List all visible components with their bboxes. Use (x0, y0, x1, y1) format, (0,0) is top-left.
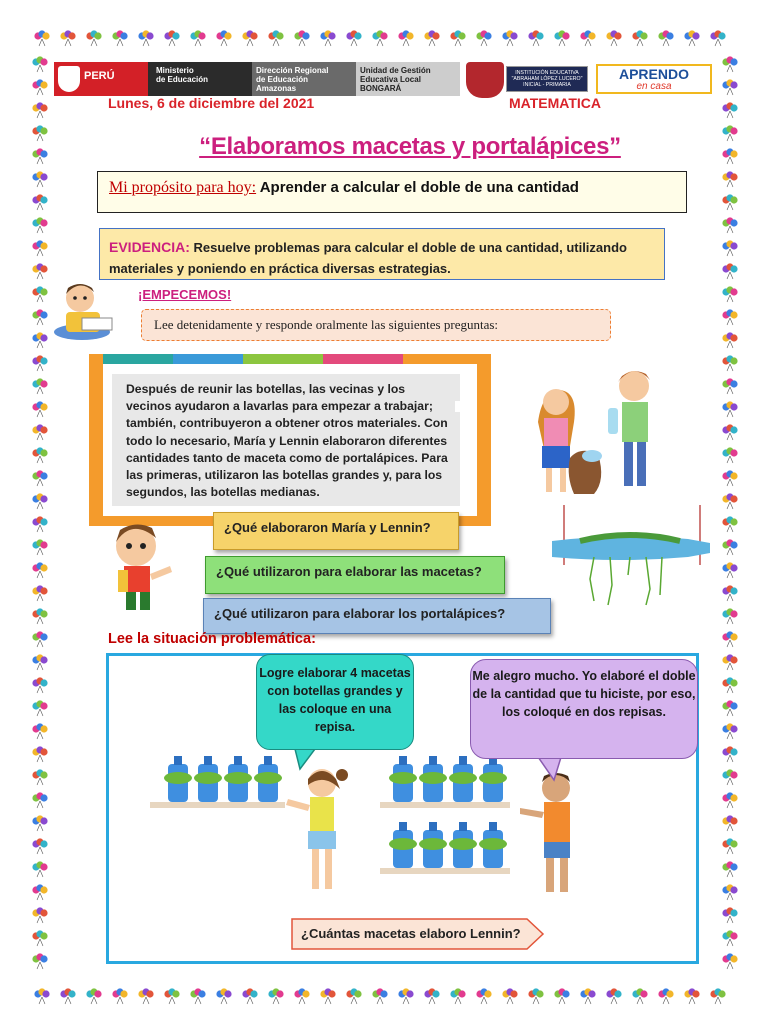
balloon-icon (722, 79, 737, 95)
balloon-icon (32, 194, 47, 210)
balloon-icon (32, 470, 47, 486)
balloon-icon (722, 516, 737, 532)
balloon-icon (722, 562, 737, 578)
boy-lennin-illustration (512, 770, 592, 898)
question-2: ¿Qué utilizaron para elaborar las macetas? (205, 556, 505, 594)
question-3: ¿Qué utilizaron para elaborar los portalápices? (203, 598, 551, 634)
balloon-icon (424, 988, 439, 1004)
balloon-icon (606, 988, 621, 1004)
balloon-icon (476, 988, 491, 1004)
balloon-icon (32, 539, 47, 555)
balloon-icon (32, 263, 47, 279)
balloon-icon (32, 930, 47, 946)
peru-shield-icon (58, 66, 80, 92)
balloon-icon (34, 30, 49, 46)
balloon-icon (710, 30, 725, 46)
balloon-icon (60, 988, 75, 1004)
balloon-icon (32, 907, 47, 923)
balloon-icon (32, 447, 47, 463)
balloon-icon (722, 608, 737, 624)
balloon-icon (722, 769, 737, 785)
boy-reading-illustration (52, 276, 120, 344)
balloon-icon (216, 988, 231, 1004)
balloon-icon (398, 988, 413, 1004)
balloon-icon (722, 240, 737, 256)
boy-pointing-illustration (102, 518, 176, 618)
bottle-planter (449, 756, 477, 802)
balloon-icon (398, 30, 413, 46)
balloon-icon (346, 30, 361, 46)
balloon-icon (722, 263, 737, 279)
balloon-icon (528, 30, 543, 46)
balloon-icon (32, 838, 47, 854)
final-question: ¿Cuántas macetas elaboro Lennin? (301, 926, 521, 941)
balloon-icon (112, 30, 127, 46)
ministerio-logo: Ministerio de Educación (148, 62, 252, 96)
balloon-icon (32, 401, 47, 417)
evidencia-text: Resuelve problemas para calcular el doble de una cantidad, utilizando materiales y poniendo en práctica diversas estrategias. (109, 240, 627, 276)
balloon-icon (32, 102, 47, 118)
balloon-icon (684, 30, 699, 46)
shelf-board (150, 802, 285, 808)
balloon-icon (346, 988, 361, 1004)
balloon-icon (606, 30, 621, 46)
balloon-icon (86, 30, 101, 46)
peru-logo (54, 62, 148, 96)
story-corner-mark (455, 401, 464, 412)
subject-label: MATEMATICA (509, 95, 602, 111)
shelf-board (380, 802, 510, 808)
peru-label: PERÚ (84, 70, 115, 82)
balloon-icon (32, 677, 47, 693)
balloon-icon (554, 988, 569, 1004)
balloon-icon (722, 539, 737, 555)
balloon-icon (424, 30, 439, 46)
balloon-icon (32, 861, 47, 877)
ugel-logo: Unidad de Gestión Educativa Local BONGARÁ (356, 62, 460, 96)
instruction-box: Lee detenidamente y responde oralmente las siguientes preguntas: (141, 309, 611, 341)
girl-maria-illustration (280, 765, 360, 900)
bottle-planter (419, 756, 447, 802)
bottle-planter (224, 756, 252, 802)
question-1: ¿Qué elaboraron María y Lennin? (213, 512, 459, 550)
balloon-icon (450, 988, 465, 1004)
balloon-icon (722, 930, 737, 946)
balloon-icon (32, 171, 47, 187)
balloon-icon (722, 355, 737, 371)
balloon-icon (320, 988, 335, 1004)
balloon-icon (722, 217, 737, 233)
balloon-icon (32, 746, 47, 762)
story-text: Después de reunir las botellas, las vecinas y los vecinos ayudaron a lavarlas para empezar a trabajar; también, contribuyeron a obtener otros materiales. Con todo lo necesario, María y Lennin elaboraron diferentes cantidades tanto de maceta como de portalápices. Para las primeras, utilizaron las botellas grandes y, para los segundos, las botellas medianas. (112, 374, 460, 506)
balloon-icon (268, 30, 283, 46)
bottle-planter-illustration (550, 505, 716, 610)
evidencia-label: EVIDENCIA: (109, 239, 190, 255)
balloon-icon (632, 30, 647, 46)
direccion-regional-logo: Dirección Regional de Educación Amazonas (252, 62, 356, 96)
balloon-icon (450, 30, 465, 46)
balloon-icon (112, 988, 127, 1004)
balloon-icon (722, 401, 737, 417)
balloon-icon (722, 746, 737, 762)
balloon-icon (722, 470, 737, 486)
speech-bubble-maria: Logre elaborar 4 macetas con botellas grandes y las coloque en una repisa. (256, 654, 414, 750)
balloon-icon (722, 631, 737, 647)
balloon-icon (32, 378, 47, 394)
balloon-icon (32, 815, 47, 831)
shelf-board (380, 868, 510, 874)
balloon-icon (32, 884, 47, 900)
empecemos-label: ¡EMPECEMOS! (138, 287, 232, 302)
bottle-planter (419, 822, 447, 868)
kids-recycling-illustration (534, 362, 666, 500)
balloon-icon (658, 988, 673, 1004)
balloon-icon (372, 30, 387, 46)
balloon-icon (502, 988, 517, 1004)
balloon-icon (138, 988, 153, 1004)
balloon-icon (632, 988, 647, 1004)
balloon-icon (164, 30, 179, 46)
balloon-icon (32, 286, 47, 302)
balloon-icon (86, 988, 101, 1004)
proposito-box (97, 171, 687, 213)
balloon-icon (722, 102, 737, 118)
bottle-planter (479, 822, 507, 868)
balloon-icon (32, 562, 47, 578)
balloon-icon (684, 988, 699, 1004)
header-logos (54, 62, 460, 96)
bottle-planter (164, 756, 192, 802)
bottle-planter (389, 756, 417, 802)
balloon-icon (722, 378, 737, 394)
balloon-icon (32, 332, 47, 348)
balloon-icon (372, 988, 387, 1004)
balloon-icon (294, 988, 309, 1004)
balloon-icon (722, 585, 737, 601)
balloon-icon (190, 988, 205, 1004)
balloon-icon (722, 815, 737, 831)
balloon-icon (722, 171, 737, 187)
balloon-icon (722, 907, 737, 923)
bottle-planter (479, 756, 507, 802)
balloon-icon (216, 30, 231, 46)
bottle-planter (254, 756, 282, 802)
balloon-icon (32, 654, 47, 670)
balloon-icon (32, 700, 47, 716)
balloon-icon (722, 424, 737, 440)
bottle-planter (389, 822, 417, 868)
balloon-icon (722, 56, 737, 72)
balloon-icon (268, 988, 283, 1004)
balloon-icon (722, 884, 737, 900)
balloon-icon (32, 631, 47, 647)
balloon-icon (722, 286, 737, 302)
balloon-icon (32, 217, 47, 233)
balloon-icon (722, 677, 737, 693)
balloon-icon (554, 30, 569, 46)
school-insignia-icon (466, 62, 504, 98)
balloon-icon (722, 861, 737, 877)
proposito-text: Aprender a calcular el doble de una cantidad (256, 179, 579, 196)
balloon-icon (722, 953, 737, 969)
balloon-icon (722, 332, 737, 348)
balloon-icon (722, 447, 737, 463)
page-title: “Elaboramos macetas y portalápices” (199, 133, 621, 160)
balloon-icon (580, 30, 595, 46)
balloon-icon (34, 988, 49, 1004)
speech-bubble-lennin: Me alegro mucho. Yo elaboré el doble de la cantidad que tu hiciste, por eso, los coloqué en dos repisas. (470, 659, 698, 759)
balloon-icon (658, 30, 673, 46)
bottle-planter (194, 756, 222, 802)
balloon-icon (722, 309, 737, 325)
aprendo-text: APRENDO (618, 66, 689, 82)
balloon-icon (320, 30, 335, 46)
balloon-icon (710, 988, 725, 1004)
institucion-logo: INSTITUCIÓN EDUCATIVA "ABRAHAM LÓPEZ LUCERO" INICIAL - PRIMARIA (506, 66, 588, 92)
balloon-icon (60, 30, 75, 46)
balloon-icon (138, 30, 153, 46)
balloon-icon (32, 953, 47, 969)
balloon-icon (722, 838, 737, 854)
balloon-icon (32, 516, 47, 532)
aprendo-en-casa-logo (596, 64, 712, 94)
en-casa-text: en casa (636, 81, 672, 92)
balloon-icon (722, 654, 737, 670)
situacion-label: Lee la situación problemática: (108, 631, 316, 647)
balloon-icon (32, 585, 47, 601)
balloon-icon (242, 30, 257, 46)
balloon-icon (32, 79, 47, 95)
balloon-icon (32, 608, 47, 624)
proposito-label: Mi propósito para hoy: (109, 179, 257, 196)
balloon-icon (32, 723, 47, 739)
balloon-icon (528, 988, 543, 1004)
balloon-icon (32, 309, 47, 325)
balloon-icon (294, 30, 309, 46)
balloon-icon (476, 30, 491, 46)
balloon-icon (32, 355, 47, 371)
balloon-icon (32, 792, 47, 808)
final-question-box (291, 918, 545, 950)
balloon-icon (32, 56, 47, 72)
balloon-icon (190, 30, 205, 46)
evidencia-box (99, 228, 665, 280)
balloon-icon (580, 988, 595, 1004)
balloon-icon (722, 194, 737, 210)
balloon-icon (722, 493, 737, 509)
lesson-date: Lunes, 6 de diciembre del 2021 (108, 95, 315, 111)
balloon-icon (722, 700, 737, 716)
balloon-icon (722, 723, 737, 739)
balloon-icon (32, 424, 47, 440)
balloon-icon (242, 988, 257, 1004)
balloon-icon (502, 30, 517, 46)
balloon-icon (722, 792, 737, 808)
balloon-icon (164, 988, 179, 1004)
bottle-planter (449, 822, 477, 868)
balloon-icon (32, 240, 47, 256)
balloon-icon (32, 493, 47, 509)
balloon-icon (32, 769, 47, 785)
